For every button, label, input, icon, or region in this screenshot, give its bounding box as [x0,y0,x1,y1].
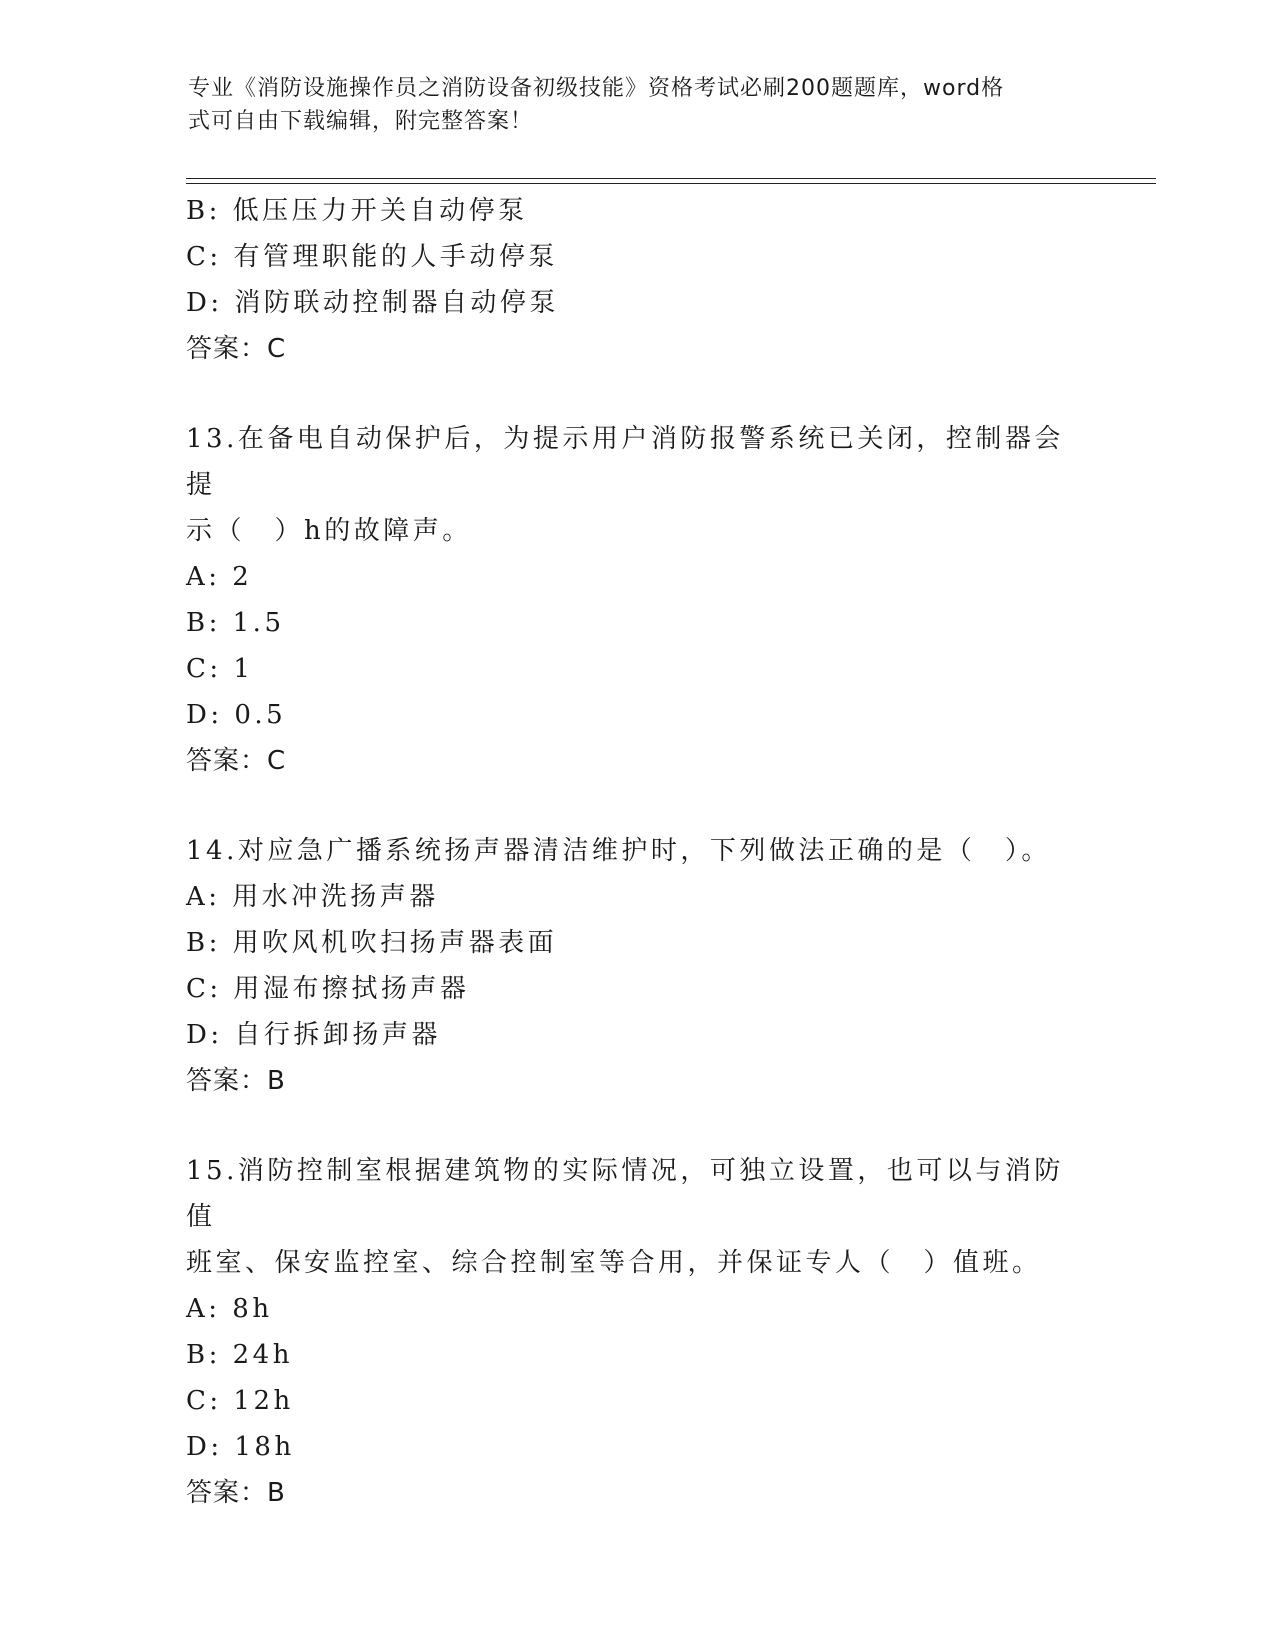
question-list [186,188,1086,1516]
option-c: C: 12h [186,1386,294,1416]
option-c: C: 有管理职能的人手动停泵 [186,242,558,272]
spacer [186,372,1086,416]
option-c: C: 1 [186,654,254,684]
option-d: D: 0.5 [186,700,287,730]
answer: 答案：C [186,334,287,364]
option-c: C: 用湿布擦拭扬声器 [186,974,470,1004]
option-d: D: 消防联动控制器自动停泵 [186,288,559,318]
question-stem-line-2: 示（ ）h的故障声。 [186,516,472,546]
document-header [188,72,1068,138]
option-a: A: 2 [186,562,253,592]
option-b: B: 24h [186,1340,293,1370]
question-stem-line-1: 15.消防控制室根据建筑物的实际情况，可独立设置，也可以与消防值 [186,1156,1064,1232]
question-stem-line-2: 班室、保安监控室、综合控制室等合用，并保证专人（ ）值班。 [186,1248,1042,1278]
answer: 答案：B [186,1478,286,1508]
option-a: A: 用水冲洗扬声器 [186,882,439,912]
question-stem-line-1: 13.在备电自动保护后，为提示用户消防报警系统已关闭，控制器会提 [186,424,1064,500]
header-line-2: 式可自由下载编辑，附完整答案！ [188,109,534,134]
option-b: B: 用吹风机吹扫扬声器表面 [186,928,558,958]
spacer [186,784,1086,828]
question-13 [186,416,1086,784]
header-line-1: 专业《消防设施操作员之消防设备初级技能》资格考试必刷200题题库，word格 [188,76,1005,101]
header-divider-bottom [186,183,1156,184]
question-14 [186,828,1086,1104]
option-b: B: 低压压力开关自动停泵 [186,196,528,226]
question-stem-line-1: 14.对应急广播系统扬声器清洁维护时，下列做法正确的是（ ）。 [186,836,1051,866]
option-b: B: 1.5 [186,608,285,638]
answer: 答案：C [186,746,287,776]
question-15 [186,1148,1086,1516]
spacer [186,1104,1086,1148]
header-divider-top [186,178,1156,179]
option-a: A: 8h [186,1294,273,1324]
question-12 [186,188,1086,372]
answer: 答案：B [186,1066,286,1096]
option-d: D: 18h [186,1432,295,1462]
option-d: D: 自行拆卸扬声器 [186,1020,441,1050]
